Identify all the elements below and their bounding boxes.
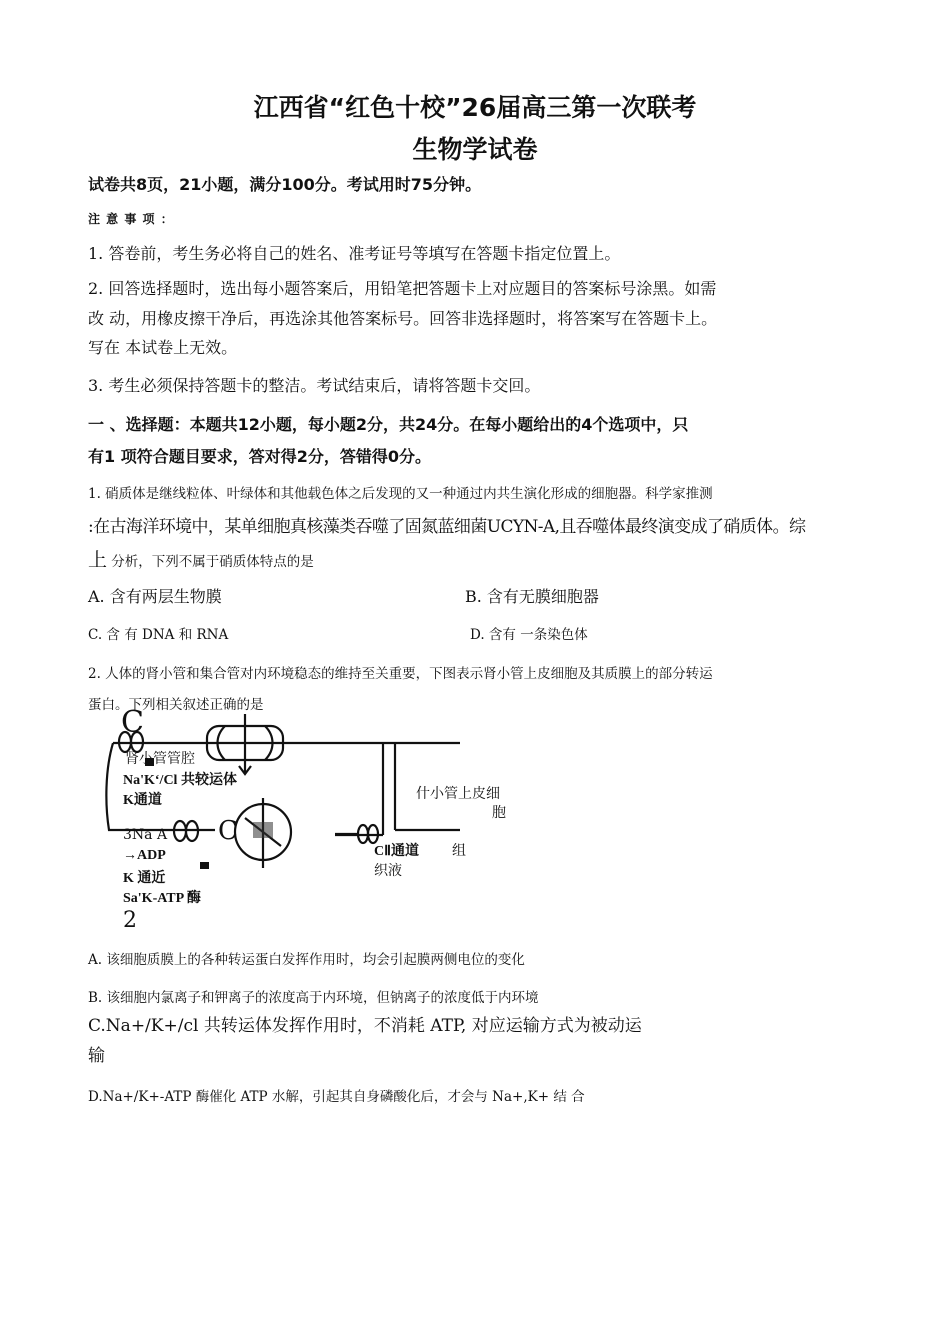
q1-option-a: A. 含有两层生物膜 [88, 587, 222, 606]
q2-option-b: B. 该细胞内氯离子和钾离子的浓度高于内环境，但钠离子的浓度低于内环境 [88, 990, 539, 1006]
notice-item-2-line2: 改 动，用橡皮擦干净后，再选涂其他答案标号。回答非选择题时，将答案写在答题卡上。 [88, 309, 718, 328]
notice-item-2-line3: 写在 本试卷上无效。 [88, 338, 238, 357]
q2-option-a: A. 该细胞质膜上的各种转运蛋白发挥作用时，均会引起膜两侧电位的变化 [88, 952, 525, 968]
ion-mark-2 [200, 862, 209, 869]
label-atpase: Sa'K-ATP 酶 [123, 891, 201, 906]
q1-stem-line3 [88, 545, 314, 572]
label-cell-b: 胞 [492, 805, 506, 821]
q1-option-d: D. 含有 一条染色体 [470, 627, 588, 643]
q1-stem-line3-rest: 分析，下列不属于硝质体特点的是 [107, 554, 314, 570]
label-adp: →ADP [123, 848, 166, 863]
notice-item-3: 3. 考生必须保持答题卡的整洁。考试结束后，请将答题卡交回。 [88, 376, 541, 395]
notice-heading: 注 意 事 项 ： [88, 212, 174, 226]
q1-option-b: B. 含有无膜细胞器 [465, 587, 599, 606]
label-k-channel-2: K 通近 [123, 871, 166, 886]
diagram-big-c1: C [121, 705, 144, 740]
q2-option-d: D.Na+/K+-ATP 酶催化 ATP 水解，引起其自身磷酸化后，才会与 Na+,K+ 结 合 [88, 1089, 585, 1105]
q2-option-c-line2: 输 [88, 1046, 105, 1066]
label-tissue-b: 织液 [374, 863, 402, 879]
label-symporter: Na'K‘/Cl 共较运体 [123, 773, 237, 788]
label-cl-channel: CⅡ通道 [374, 844, 420, 859]
label-cell-a: 什小管上皮细 [416, 786, 500, 802]
paper-subtitle: 生物学试卷 [412, 135, 538, 164]
label-tissue-a: 组 [452, 843, 466, 859]
q1-stem-line1: 1. 硝质体是继线粒体、叶绿体和其他载色体之后发现的又一种通过内共生演化形成的细胞器。科学家推测 [88, 486, 713, 502]
section-heading-line1: 一 、选择题：本题共12小题，每小题2分，共24分。在每小题给出的4个选项中，只 [88, 415, 689, 434]
label-k-channel: K通道 [123, 793, 162, 808]
label-na-atp: 3Na A [123, 827, 168, 843]
diagram-big-c2: C [218, 816, 238, 846]
q1-option-c: C. 含 有 DNA 和 RNA [88, 627, 229, 643]
label-lumen: 肾小管管腔 [125, 751, 195, 767]
q1-stem-line2: :在古海洋环境中，某单细胞真核藻类吞噬了固氮蓝细菌UCYN-A,且吞噬体最终演变成了硝质体。综 [88, 517, 806, 537]
notice-item-2-line1: 2. 回答选择题时，选出每小题答案后，用铅笔把答题卡上对应题目的答案标号涂黑。如需 [88, 279, 717, 298]
q2-stem-line1: 2. 人体的肾小管和集合管对内环境稳态的维持至关重要，下图表示肾小管上皮细胞及其质膜上的部分转运 [88, 666, 713, 682]
section-heading-line2: 有1 项符合题目要求，答对得2分，答错得0分。 [88, 447, 431, 466]
atpase-shading [253, 822, 273, 838]
exam-info: 试卷共8页，21小题，满分100分。考试用时75分钟。 [88, 175, 482, 194]
q2-stem-line2: 蛋白。下列相关叙述正确的是 [88, 697, 264, 713]
exam-title: 江西省“红色十校”26届高三第一次联考 [253, 93, 697, 122]
q1-stem-line3-big: 上 [88, 549, 108, 571]
diagram-number: 2 [123, 908, 137, 933]
q2-option-c-line1: C.Na+/K+/cl 共转运体发挥作用时，不消耗 ATP, 对应运输方式为被动运 [88, 1016, 642, 1036]
notice-item-1: 1. 答卷前，考生务必将自己的姓名、准考证号等填写在答题卡指定位置上。 [88, 244, 621, 263]
